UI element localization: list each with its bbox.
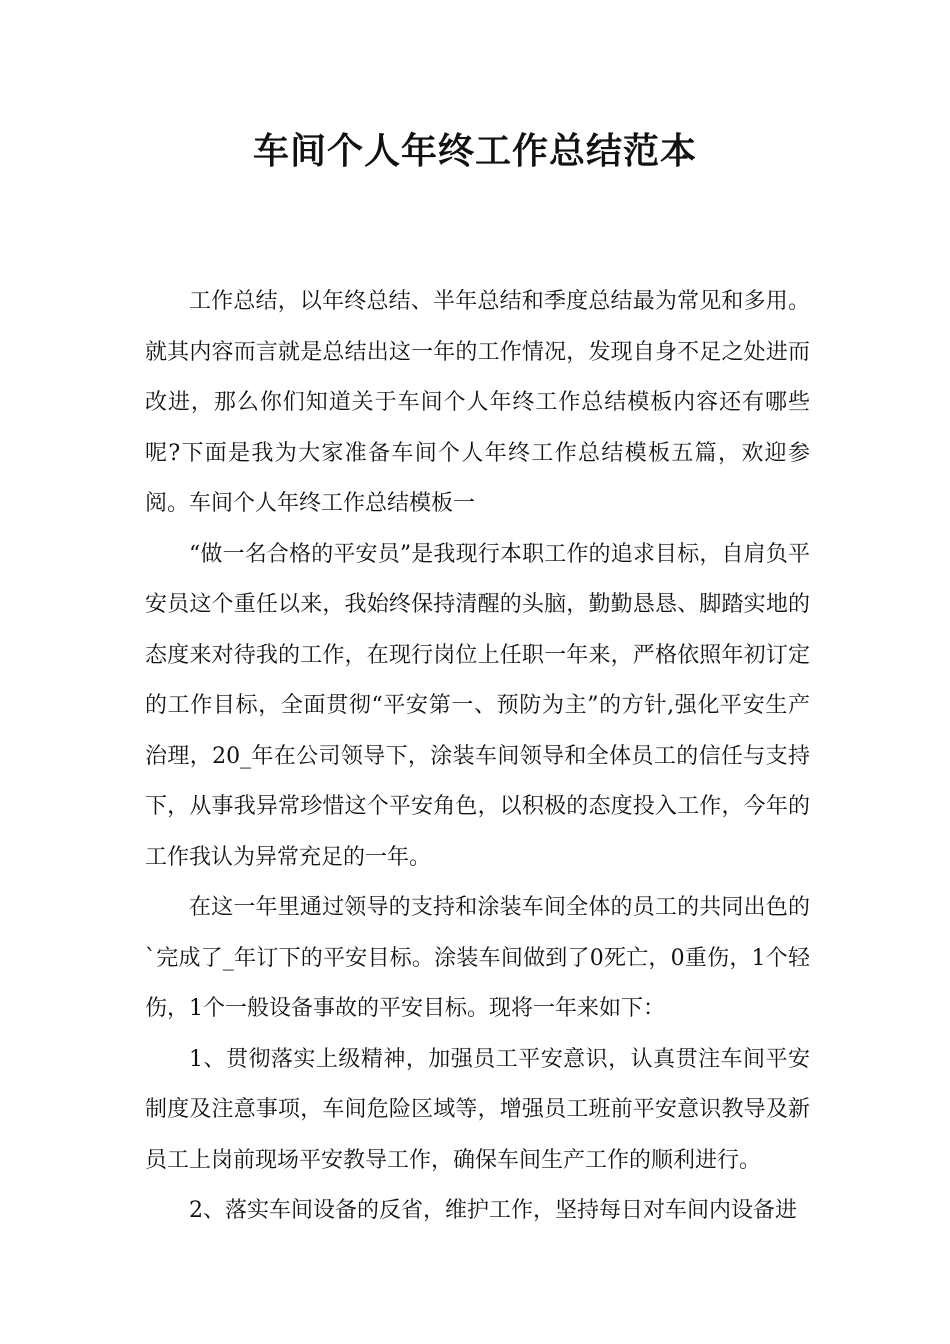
paragraph-item-2: 2、落实车间设备的反省，维护工作，坚持每日对车间内设备进: [189, 1198, 797, 1223]
document-title: 车间个人年终工作总结范本: [252, 131, 697, 172]
paragraph-safety-goal: “做一名合格的平安员”是我现行本职工作的追求目标，自肩负平安员这个重任以来，我始终保持清醒的头脑，勤勤恳恳、脚踏实地的态度来对待我的工作，在现行岗位上任职一年来，严格依照年初订定的工作目标，全面贯彻“平安第一、预防为主”的方针,强化平安生产治理，20_年在公司领导下，涂装车间领导和全体员工的信任与支持下，从事我异常珍惜这个平安角色，以积极的态度投入工作，今年的工作我认为异常充足的一年。: [145, 541, 810, 870]
paragraph-intro: 工作总结，以年终总结、半年总结和季度总结最为常见和多用。就其内容而言就是总结出这一年的工作情况，发现自身不足之处进而改进，那么你们知道关于车间个人年终工作总结模板内容还有哪些呢?下面是我为大家准备车间个人年终工作总结模板五篇，欢迎参阅。车间个人年终工作总结模板一: [145, 289, 810, 516]
document-body: [145, 277, 810, 1237]
paragraph-item-1: 1、贯彻落实上级精神，加强员工平安意识，认真贯注车间平安制度及注意事项，车间危险区域等，增强员工班前平安意识教导及新员工上岗前现场平安教导工作，确保车间生产工作的顺利进行。: [145, 1046, 810, 1173]
paragraph-year-results: 在这一年里通过领导的支持和涂装车间全体的员工的共同出色的`完成了_年订下的平安目标。涂装车间做到了0死亡，0重伤，1个轻伤，1个一般设备事故的平安目标。现将一年来如下：: [145, 895, 810, 1021]
